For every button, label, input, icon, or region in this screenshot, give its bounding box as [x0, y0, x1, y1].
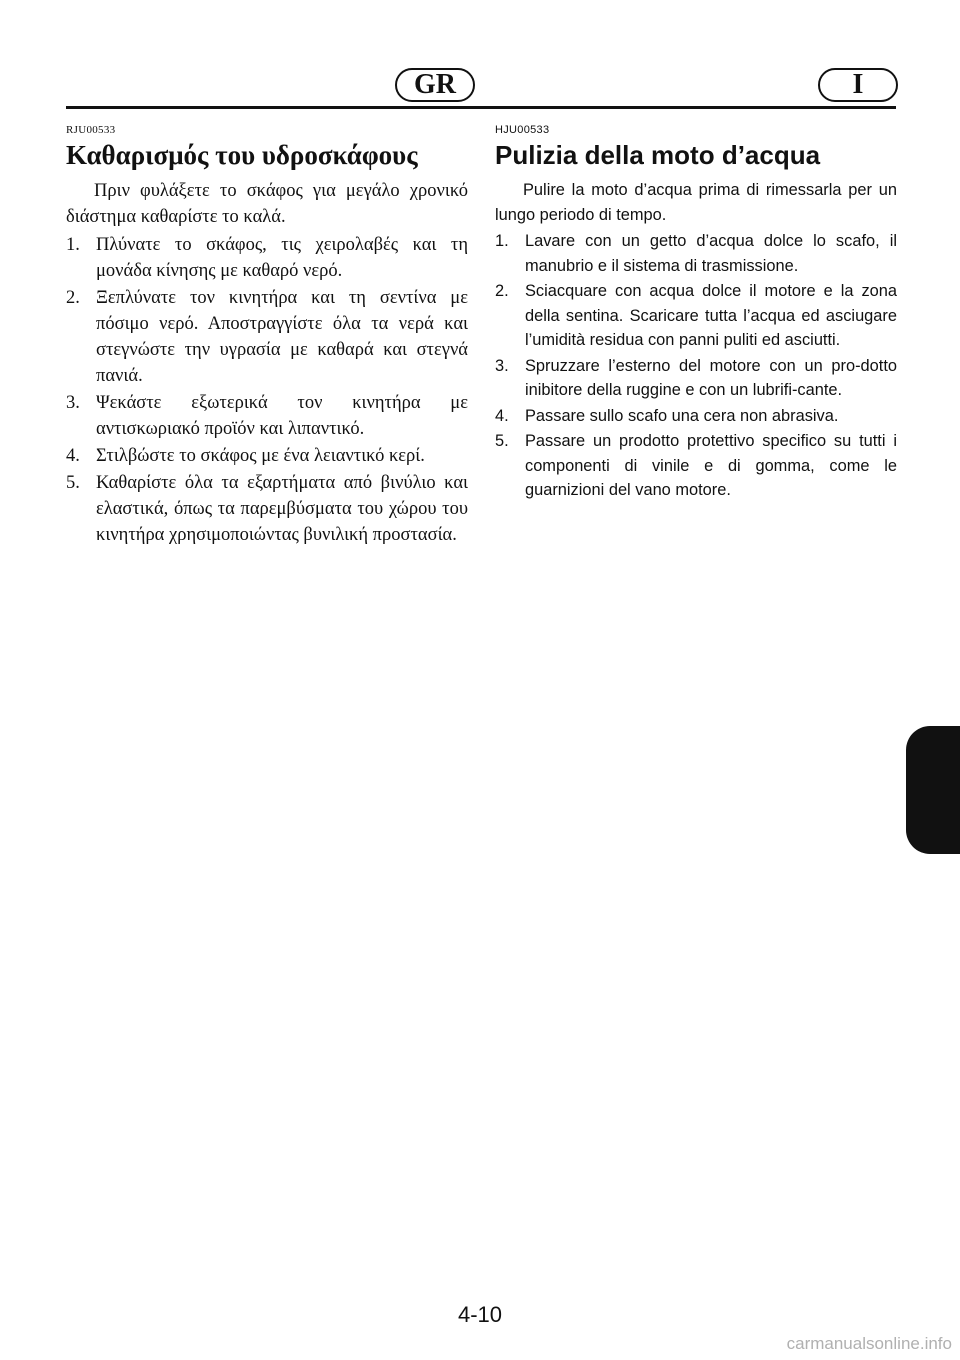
greek-intro: Πριν φυλάξετε το σκάφος για μεγάλο χρονικό διάστημα καθαρίστε το καλά.	[66, 181, 468, 227]
greek-column	[66, 124, 468, 549]
greek-step-3	[66, 390, 468, 442]
greek-step-2-number: 2.	[66, 288, 80, 308]
italian-step-1-number: 1.	[495, 232, 509, 250]
italian-step-5-number: 5.	[495, 432, 509, 450]
italian-step-5	[495, 429, 897, 503]
greek-step-4-text: Στιλβώστε το σκάφος με ένα λειαντικό κερί.	[96, 446, 425, 466]
language-tab-gr-label: GR	[414, 69, 456, 100]
greek-section-title: Καθαρισμός του υδροσκάφους	[66, 140, 418, 170]
greek-step-4-number: 4.	[66, 446, 80, 466]
italian-intro: Pulire la moto d’acqua prima di rimessarla per un lungo periodo di tempo.	[495, 181, 897, 224]
italian-section-title: Pulizia della moto d’acqua	[495, 140, 821, 170]
italian-step-4	[495, 404, 897, 429]
italian-step-5-text: Passare un prodotto protettivo specifico su tutti i componenti di vinile e di gomma, come le guarnizioni del vano motore.	[525, 432, 897, 499]
italian-step-2	[495, 279, 897, 353]
italian-step-4-number: 4.	[495, 406, 509, 425]
italian-step-1-text: Lavare con un getto d’acqua dolce lo scafo, il manubrio e il sistema di trasmissione.	[525, 232, 897, 275]
italian-step-2-text: Sciacquare con acqua dolce il motore e la zona della sentina. Scaricare tutta l’acqua ed asciugare l’umidità residua con panni puliti ed asciutti.	[525, 282, 897, 349]
greek-steps	[66, 232, 468, 548]
page-number: 4-10	[457, 1302, 503, 1327]
greek-step-5-text: Καθαρίστε όλα τα εξαρτήματα από βινύλιο και ελαστικά, όπως τα παρεμβύσματα του χώρου του κινητήρα χρησιμοποιώντας βυνιλική προστασία.	[96, 473, 468, 545]
italian-step-2-number: 2.	[495, 282, 509, 300]
italian-step-3-number: 3.	[495, 356, 509, 375]
greek-step-3-text: Ψεκάστε εξωτερικά τον κινητήρα με αντισκωριακό προϊόν και λιπαντικό.	[96, 393, 468, 439]
italian-steps	[495, 229, 897, 503]
italian-section-code: HJU00533	[495, 124, 550, 136]
greek-step-3-number: 3.	[66, 393, 80, 413]
greek-step-5-number: 5.	[66, 473, 80, 493]
greek-step-2	[66, 285, 468, 389]
greek-step-1	[66, 232, 468, 284]
chapter-thumb-tab	[906, 726, 960, 854]
italian-step-1	[495, 229, 897, 278]
language-tab-i	[818, 68, 898, 102]
language-tab-gr	[395, 68, 475, 102]
italian-step-4-text: Passare sullo scafo una cera non abrasiva.	[525, 406, 839, 425]
greek-step-1-number: 1.	[66, 235, 80, 255]
greek-section-code: RJU00533	[66, 124, 116, 136]
italian-step-3-text: Spruzzare l’esterno del motore con un pro-dotto inibitore della ruggine e con un lubrifi-cante.	[525, 356, 897, 399]
header-rule	[66, 106, 896, 109]
language-tab-i-label: I	[852, 69, 864, 100]
watermark: carmanualsonline.info	[786, 1334, 952, 1353]
greek-step-2-text: Ξεπλύνατε τον κινητήρα και τη σεντίνα με πόσιμο νερό. Αποστραγγίστε όλα τα νερά και στεγνώστε την υγρασία με καθαρά και στεγνά πανιά.	[96, 288, 468, 386]
greek-step-1-text: Πλύνατε το σκάφος, τις χειρολαβές και τη μονάδα κίνησης με καθαρό νερό.	[96, 235, 468, 281]
greek-step-5	[66, 470, 468, 548]
italian-column	[495, 124, 897, 504]
italian-step-3	[495, 354, 897, 403]
greek-step-4	[66, 443, 468, 469]
